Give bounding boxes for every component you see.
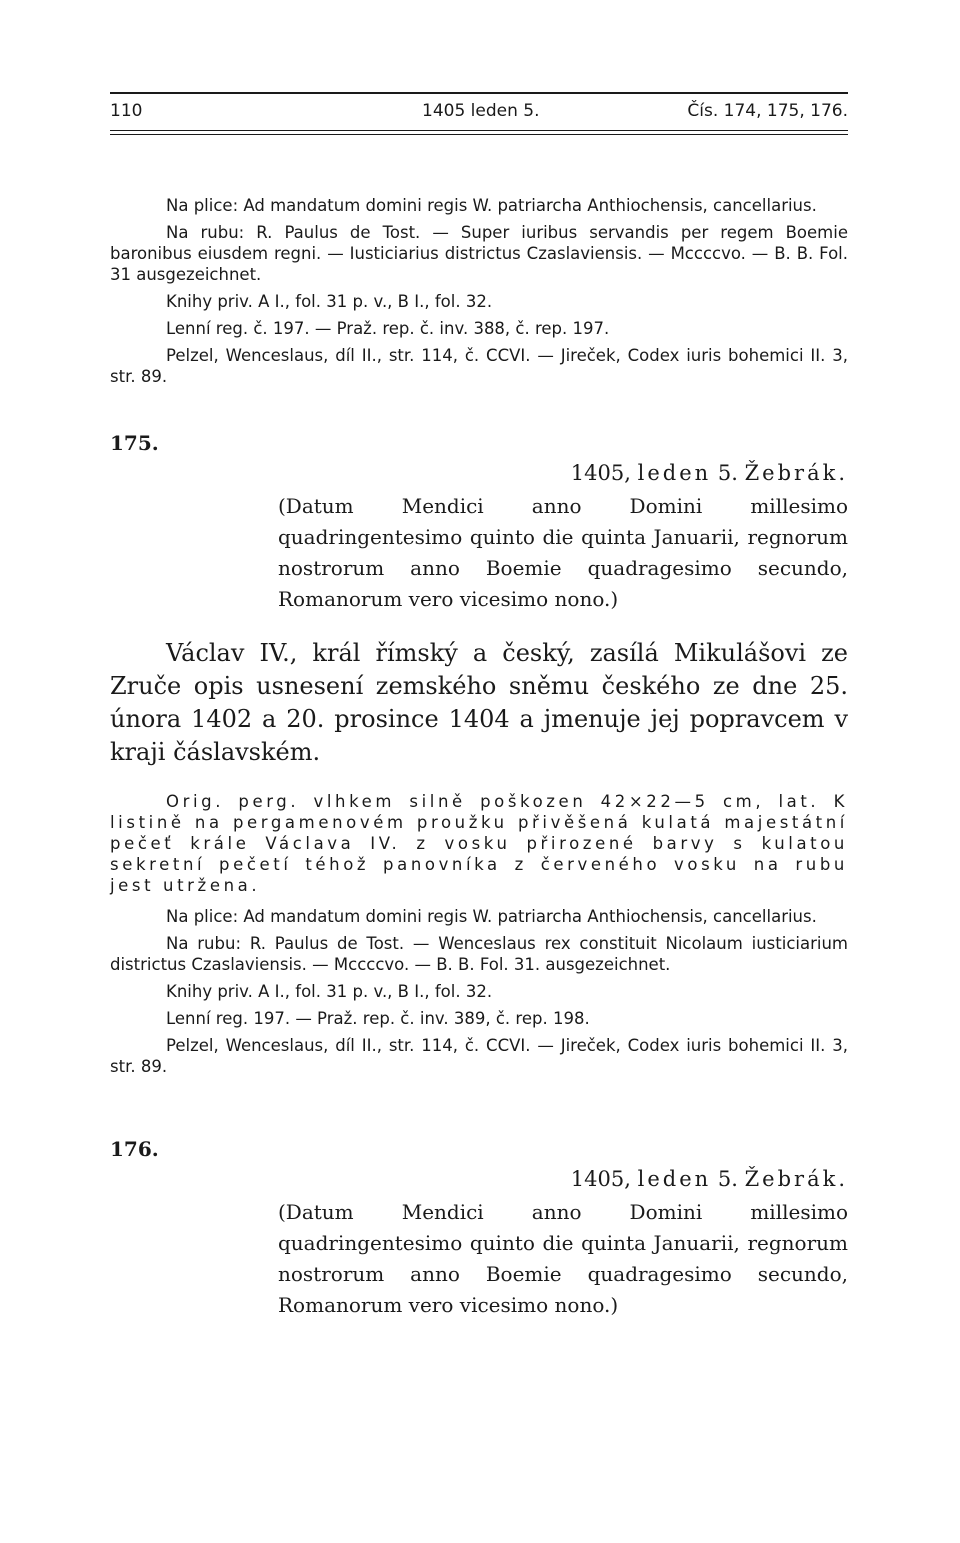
doc175-plice-note: Na plice: Ad mandatum domini regis W. patriarcha Anthiochensis, cancellarius. bbox=[166, 907, 817, 926]
doc176-dating-year: 1405, bbox=[570, 1167, 631, 1191]
doc175-regest: Václav IV., král římský a český, zasílá Mikulášovi ze Zruče opis usnesení zemského sněmu českého ze dne 25. února 1402 a 20. prosince 1404 a jmenuje jej popravcem v kraji čáslavském. bbox=[110, 639, 848, 766]
running-header bbox=[110, 92, 848, 128]
doc175-number: 175. bbox=[110, 431, 159, 455]
doc174-knihy-note: Knihy priv. A I., fol. 31 p. v., B I., fol. 32. bbox=[166, 292, 493, 311]
doc175-dating-place: Žebrák. bbox=[744, 461, 848, 485]
doc174-notes bbox=[110, 195, 848, 387]
doc174-pelzel-note: Pelzel, Wenceslaus, díl II., str. 114, č. CCVI. — Jireček, Codex iuris bohemici II. 3, str. 89. bbox=[110, 346, 848, 386]
doc174-plice-note: Na plice: Ad mandatum domini regis W. patriarcha Anthiochensis, cancellarius. bbox=[166, 196, 817, 215]
doc176-number: 176. bbox=[110, 1137, 159, 1161]
doc176-dating-month: leden bbox=[637, 1167, 712, 1191]
page-number: 110 bbox=[110, 101, 143, 121]
doc174-lenni-note: Lenní reg. č. 197. — Praž. rep. č. inv. 388, č. rep. 197. bbox=[166, 319, 610, 338]
doc175-dating-day: 5. bbox=[717, 461, 738, 485]
doc176-latin-date: (Datum Mendici anno Domini millesimo quadringentesimo quinto die quinta Januarii, regnorum nostrorum anno Boemie quadragesimo secundo, Romanorum vero vicesimo nono.) bbox=[278, 1200, 848, 1317]
doc175-knihy-note: Knihy priv. A I., fol. 31 p. v., B I., fol. 32. bbox=[166, 982, 493, 1001]
doc174-rubu-note: Na rubu: R. Paulus de Tost. — Super iuribus servandis per regem Boemie baronibus eiusdem regni. — Iusticiarius districtus Czaslaviensis. — Mccccvo. — B. B. Fol. 31 ausgezeichnet. bbox=[110, 223, 848, 284]
header-date: 1405 leden 5. bbox=[422, 101, 540, 121]
doc175-lenni-note: Lenní reg. 197. — Praž. rep. č. inv. 389, č. rep. 198. bbox=[166, 1009, 590, 1028]
doc175-notes bbox=[110, 906, 848, 1077]
book-page bbox=[110, 92, 848, 1321]
doc175-dating-year: 1405, bbox=[570, 461, 631, 485]
doc176-dating bbox=[110, 1165, 848, 1193]
header-document-numbers: Čís. 174, 175, 176. bbox=[687, 101, 848, 121]
doc175-dating bbox=[110, 459, 848, 487]
doc176-dating-day: 5. bbox=[717, 1167, 738, 1191]
doc175-dating-month: leden bbox=[637, 461, 712, 485]
header-rule bbox=[110, 130, 848, 135]
doc176-dating-place: Žebrák. bbox=[744, 1167, 848, 1191]
doc175-latin-date: (Datum Mendici anno Domini millesimo quadringentesimo quinto die quinta Januarii, regnorum nostrorum anno Boemie quadragesimo secundo, Romanorum vero vicesimo nono.) bbox=[278, 494, 848, 611]
doc175-orig-description: Orig. perg. vlhkem silně poškozen 42×22—5 cm, lat. K listině na pergamenovém proužku přivěšená kulatá majestátní pečeť krále Václava IV. z vosku přirozené barvy s kulatou sekretní pečetí téhož panovníka z červeného vosku na rubu jest utržena. bbox=[110, 792, 848, 895]
doc175-rubu-note: Na rubu: R. Paulus de Tost. — Wenceslaus rex constituit Nicolaum iusticiarium districtus Czaslaviensis. — Mccccvo. — B. B. Fol. 31. ausgezeichnet. bbox=[110, 934, 848, 974]
doc175-pelzel-note: Pelzel, Wenceslaus, díl II., str. 114, č. CCVI. — Jireček, Codex iuris bohemici II. 3, str. 89. bbox=[110, 1036, 848, 1076]
